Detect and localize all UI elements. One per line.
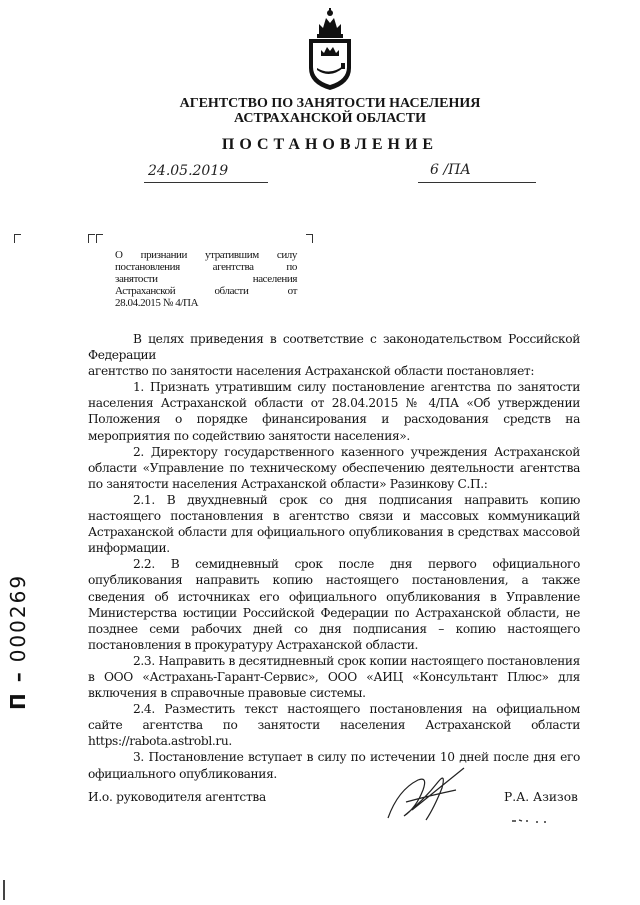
left-corner-mark [14, 234, 21, 243]
agency-name-line-1: АГЕНТСТВО ПО ЗАНЯТОСТИ НАСЕЛЕНИЯ [179, 96, 481, 111]
subject-line: постановления агентства по [115, 261, 297, 273]
scan-edge-mark [3, 880, 5, 900]
stamp-number: 000269 [6, 573, 30, 663]
handwritten-number: 6 /ПА [430, 162, 471, 178]
subject-bracket-left-inner [96, 234, 103, 243]
signatory-name: Р.А. Азизов [504, 790, 578, 804]
signatory-position: И.о. руководителя агентства [88, 790, 266, 804]
subject-line: Астраханской области от [115, 285, 297, 297]
number-underline [418, 182, 536, 183]
coat-of-arms-icon [303, 6, 357, 92]
subject-line: занятости населения [115, 273, 297, 285]
stamp-prefix: П – [6, 670, 30, 710]
item-1: 1. Признать утратившим силу постановление агентства по занятости населения Астраханской области от 28.04.2015 № 4/ПА «Об утверждении Положения о порядке финансирования и расходования средств на мероприятия по содействию занятости населения». [88, 380, 580, 443]
resolves-clause: агентство по занятости населения Астраханской области постановляет: [88, 364, 535, 379]
preamble: В целях приведения в соответствие с законодательством Российской Федерации [88, 332, 580, 363]
handwritten-date: 24.05.2019 [148, 163, 229, 179]
item-3: 3. Постановление вступает в силу по истечении 10 дней после дня его официального опубликования. [88, 750, 580, 781]
item-2-2: 2.2. В семидневный срок после дня первого официального опубликования направить копию настоящего постановления, а также сведения об источниках его официального опубликования в Управление Министерства юстиции Российской Федерации по Астраханской области, не позднее семи рабочих дней со дня подписания – копию настоящего постановления в прокуратуру Астраханской области. [88, 557, 580, 652]
subject-line: О признании утратившим силу [115, 249, 297, 261]
document-subject [115, 249, 297, 309]
item-2-4: 2.4. Разместить текст настоящего постановления на официальном сайте агентства по занятости населения Астраханской области https://rabota.astrobl.ru. [88, 702, 580, 749]
scan-dots [510, 816, 550, 826]
document-body [88, 331, 580, 782]
item-2-1: 2.1. В двухдневный срок со дня подписания направить копию настоящего постановления в агентство связи и массовых коммуникаций Астраханской области для официального опубликования в средствах массовой информации. [88, 492, 580, 556]
item-2: 2. Директору государственного казенного учреждения Астраханской области «Управление по техническому обеспечению деятельности агентства по занятости населения Астраханской области» Разинкову С.П.: [88, 444, 580, 491]
subject-bracket-left [88, 234, 95, 243]
margin-stamp-wrap [6, 573, 36, 710]
agency-name-line-2: АСТРАХАНСКОЙ ОБЛАСТИ [233, 111, 426, 126]
handwritten-signature [368, 760, 478, 830]
item-2-3: 2.3. Направить в десятидневный срок копии настоящего постановления в ООО «Астрахань-Гарант-Сервис», ООО «АИЦ «Консультант Плюс» для включения в справочные правовые системы. [88, 653, 580, 701]
subject-bracket-right [306, 234, 313, 243]
document-type-title: ПОСТАНОВЛЕНИЕ [221, 136, 439, 153]
date-underline [144, 182, 268, 183]
subject-line: 28.04.2015 № 4/ПА [115, 297, 199, 309]
